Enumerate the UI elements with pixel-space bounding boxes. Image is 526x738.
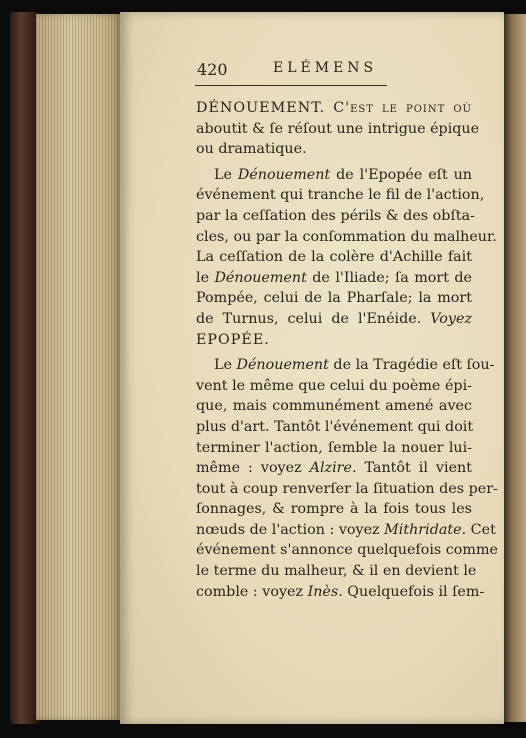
page-header xyxy=(197,60,389,82)
italic-term: Dénouement xyxy=(236,357,329,374)
text-line: de Turnus, celui de l'Enéide. Voyez xyxy=(196,310,472,327)
text-line: événement qui tranche le fil de l'action, xyxy=(196,187,485,204)
text-line: tout à coup renverſer la ſituation des per- xyxy=(196,480,498,497)
italic-term: Mithridate xyxy=(384,521,462,538)
text-line xyxy=(196,98,472,119)
text-line: ſonnages, & rompre à la fois tous les xyxy=(196,501,472,518)
text-line: par la ceſſation des périls & des obſta- xyxy=(196,207,475,224)
text-line: même : voyez Alzire. Tantôt il vient xyxy=(196,460,472,477)
running-title: ELÉMENS xyxy=(273,60,378,76)
italic-term: Dénouement xyxy=(237,166,331,183)
body-text xyxy=(196,98,498,607)
paragraph xyxy=(196,165,497,350)
text-line: plus d'art. Tantôt l'événement qui doit xyxy=(196,418,474,435)
italic-term: Voyez xyxy=(430,310,472,327)
italic-term: Dénouement xyxy=(214,269,307,286)
text-line: cles, ou par la conſommation du malheur. xyxy=(196,228,497,245)
paragraph xyxy=(196,98,480,160)
headword: DÉNOUEMENT. C'eſt le point où xyxy=(196,100,472,116)
italic-term: Inès xyxy=(307,583,339,600)
page-number: 420 xyxy=(197,60,228,79)
text-line: Pompée, celui de la Pharſale; la mort xyxy=(196,290,472,307)
text-line: comble : voyez Inès. Quelquefois il ſem- xyxy=(196,583,485,600)
text-line: événement s'annonce quelquefois comme xyxy=(196,542,498,559)
text-line: le terme du malheur, & il en devient le xyxy=(196,563,477,580)
text-line: La ceſſation de la colère d'Achille fait xyxy=(196,249,472,266)
text-line: EPOPÉE. xyxy=(196,331,270,348)
text-line: vent le même que celui du poème épi- xyxy=(196,377,472,394)
text-line: terminer l'action, ſemble la nouer lui- xyxy=(196,439,472,456)
text-line: le Dénouement de l'Iliade; ſa mort de xyxy=(196,269,473,286)
text-line: que, mais communément amené avec xyxy=(196,398,472,415)
text-line: nœuds de l'action : voyez Mithridate. Cet xyxy=(196,521,496,538)
paragraph xyxy=(196,355,498,602)
italic-term: Alzire xyxy=(309,460,352,477)
text-line: Le Dénouement de l'Epopée eſt un xyxy=(214,166,472,183)
header-rule xyxy=(195,85,387,86)
text-line: ou dramatique. xyxy=(196,141,307,158)
facing-page-edge xyxy=(504,14,526,722)
text-line: Le Dénouement de la Tragédie eſt ſou- xyxy=(214,357,495,374)
page-edges xyxy=(36,14,122,720)
text-line: aboutit & ſe réſout une intrigue épique xyxy=(196,120,480,137)
